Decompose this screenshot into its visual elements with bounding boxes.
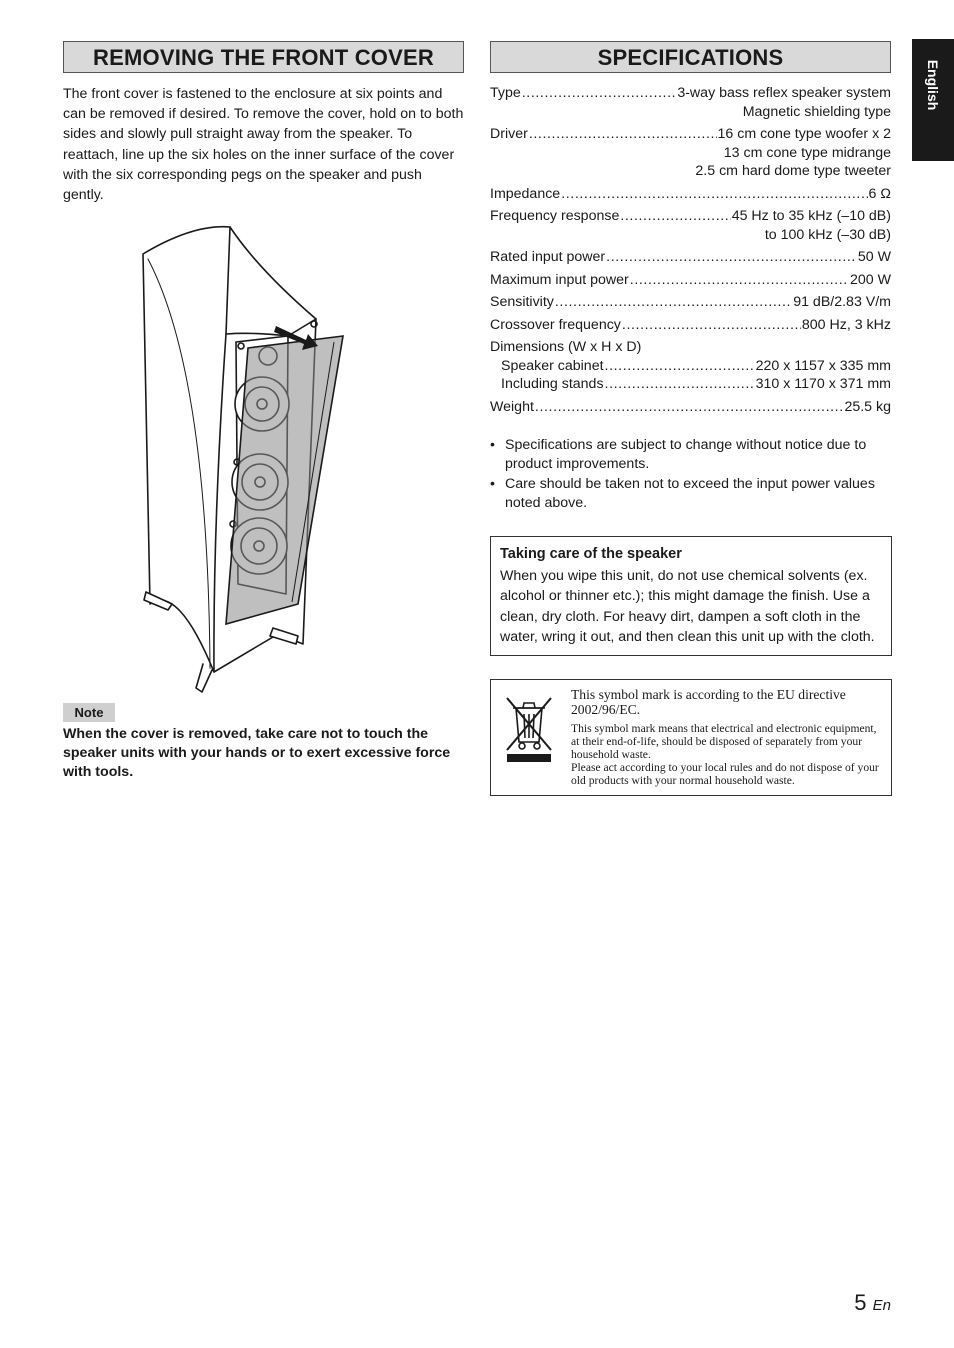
spec-leader-dots [630,271,849,290]
care-text: When you wipe this unit, do not use chemical solvents (ex. alcohol or thinner etc.); this might damage the finish. Use a clean, dry cloth. For heavy dirt, dampen a soft cloth in the water, wring it out, and then clean this unit up with the cloth. [500,568,875,645]
spec-value: 800 Hz, 3 kHz [801,316,891,333]
spec-row [490,248,891,267]
spec-note-item: • Care should be taken not to exceed the input power values noted above. [490,475,892,514]
spec-leader-dots [622,316,801,335]
spec-value: 50 W [857,249,891,265]
spec-leader-dots [561,185,867,204]
language-tab-label: English [925,59,941,111]
spec-value-continued: Magnetic shielding type [742,103,891,120]
spec-row [490,316,891,335]
care-box [490,536,892,656]
spec-row [490,398,891,417]
intro-paragraph: The front cover is fastened to the enclosure at six points and can be removed if desired. To remove the cover, hold on to both sides and slowly pull straight away from the speaker. To reattach, line up the six holes on the inner surface of the cover with the six corresponding pegs on the speaker and push gently. [63,86,464,204]
spec-note-item: • Specifications are subject to change without notice due to product improvements. [490,436,892,475]
spec-value: 6 Ω [868,185,891,202]
spec-row [490,293,891,312]
language-tab [912,39,954,161]
weee-notice-box [490,679,892,796]
care-title: Taking care of the speaker [500,546,682,562]
crossed-out-bin-icon [503,692,555,764]
spec-leader-dots [605,357,755,376]
spec-label: Including stands [501,376,604,392]
page-number-suffix: En [872,1297,891,1314]
spec-row [490,125,891,181]
section-title-specifications: SPECIFICATIONS [490,41,891,73]
speaker-illustration [138,224,350,694]
spec-row [490,207,891,244]
note-label: Note [63,703,115,722]
spec-label: Speaker cabinet [501,357,604,374]
spec-row [490,375,891,394]
spec-value: 16 cm cone type woofer x 2 [717,126,891,142]
spec-label: Maximum input power [490,271,629,288]
spec-leader-dots [620,207,730,226]
spec-label: Sensitivity [490,294,554,310]
spec-leader-dots [529,125,717,144]
spec-value: 200 W [849,271,891,288]
spec-label: Frequency response [490,208,620,224]
spec-value: 310 x 1170 x 371 mm [755,376,891,392]
specifications-list [490,84,891,416]
spec-label: Crossover frequency [490,316,621,333]
spec-leader-dots [605,375,755,394]
spec-value: 25.5 kg [844,398,891,415]
spec-value-continued: 13 cm cone type midrange [723,144,891,161]
spec-row [490,185,891,204]
spec-label: Type [490,85,521,101]
page-number-value: 5 [854,1290,867,1315]
spec-leader-dots [522,84,677,103]
spec-value-continued: 2.5 cm hard dome type tweeter [695,163,891,179]
spec-value: 45 Hz to 35 kHz (–10 dB) [731,208,891,224]
spec-row [490,84,891,121]
section-title-removing-cover: REMOVING THE FRONT COVER [63,41,464,73]
weee-directive-text: This symbol mark is according to the EU directive 2002/96/EC. [571,687,846,717]
spec-label: Dimensions (W x H x D) [490,339,642,355]
spec-value-continued: to 100 kHz (–30 dB) [764,226,891,243]
spec-value: 91 dB/2.83 V/m [793,294,891,310]
spec-value: 220 x 1157 x 335 mm [755,357,891,374]
spec-row [490,271,891,290]
note-text: When the cover is removed, take care not to touch the speaker units with your hands or to exert excessive force with tools. [63,726,451,780]
spec-notes-list [490,436,892,513]
spec-leader-dots [555,293,792,312]
spec-leader-dots [535,398,844,417]
spec-value: 3-way bass reflex speaker system [677,85,891,101]
page-number [854,1290,891,1316]
weee-disposal-text: This symbol mark means that electrical and electronic equipment, at their end-of-life, should be disposed of separately from your household waste. [571,722,877,761]
spec-row [490,338,891,357]
spec-label: Impedance [490,185,561,202]
spec-row [490,357,891,376]
spec-label: Driver [490,126,528,142]
spec-label: Rated input power [490,249,606,265]
weee-local-rules-text: Please act according to your local rules and do not dispose of your old products with your normal household waste. [571,760,879,787]
spec-label: Weight [490,398,534,415]
spec-leader-dots [606,248,857,267]
